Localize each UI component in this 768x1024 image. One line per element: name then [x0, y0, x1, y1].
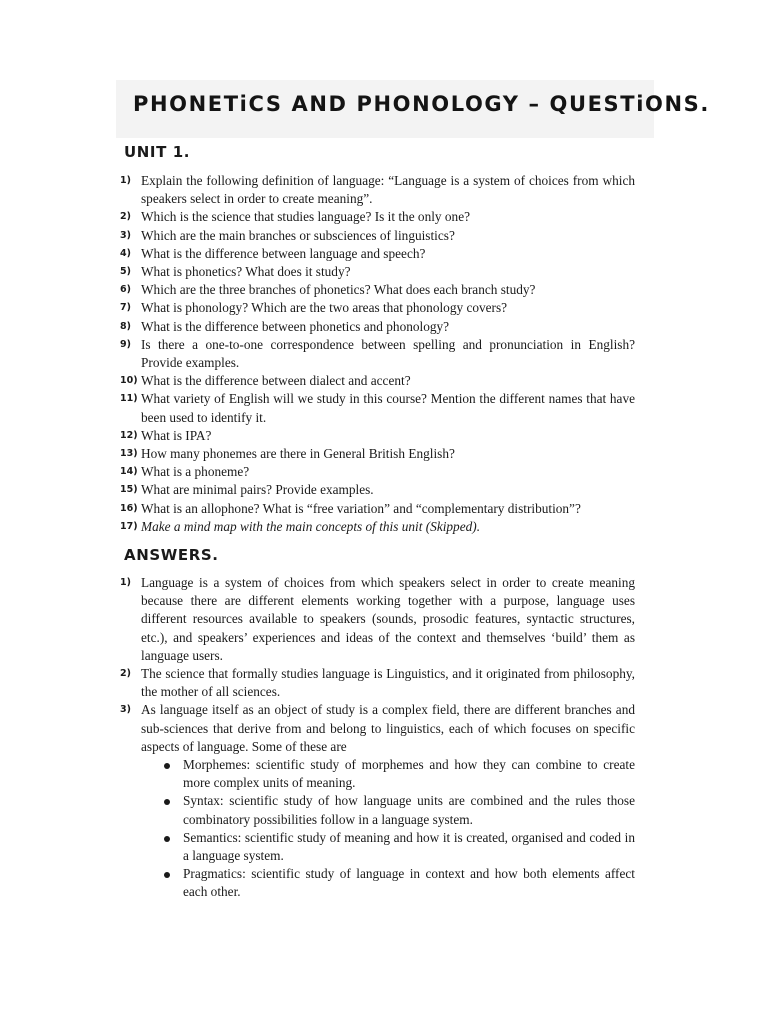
question-item — [120, 227, 635, 245]
question-item — [120, 263, 635, 281]
answer-list — [120, 574, 635, 902]
bullet-dot-icon — [164, 799, 170, 805]
answer-text: As language itself as an object of study is a complex field, there are different branches and sub-sciences that derive from and belong to linguistics, each of which focuses on specific aspects of language. Some of these are — [141, 702, 635, 754]
question-text: Which are the main branches or subsciences of linguistics? — [141, 227, 455, 243]
question-number: 12) — [120, 429, 138, 441]
question-number: 3) — [120, 229, 131, 241]
question-number: 15) — [120, 484, 138, 496]
bullet-text: Pragmatics: scientific study of language in context and how both elements affect each other. — [183, 866, 635, 900]
question-item — [120, 481, 635, 499]
answer-item — [120, 574, 635, 665]
question-item — [120, 208, 635, 226]
question-item — [120, 390, 635, 426]
answer-item — [120, 665, 635, 701]
question-item — [120, 427, 635, 445]
question-number: 17) — [120, 520, 138, 532]
answer-number: 1) — [120, 577, 131, 588]
question-text: What variety of English will we study in this course? Mention the different names that have been used to identify it. — [141, 391, 635, 425]
bullet-item — [141, 756, 635, 792]
question-text: What is the difference between phonetics and phonology? — [141, 318, 450, 334]
question-text: How many phonemes are there in General British English? — [141, 446, 455, 462]
question-number: 1) — [120, 175, 131, 186]
question-number: 14) — [120, 466, 138, 478]
question-text: Explain the following definition of language: “Language is a system of choices from which speakers select in order to create meaning”. — [141, 173, 635, 207]
question-text: What is phonetics? What does it study? — [141, 264, 351, 280]
bullet-text: Syntax: scientific study of how language units are combined and the rules those combinatory possibilities follow in a language system. — [183, 793, 635, 827]
question-text: What is phonology? Which are the two areas that phonology covers? — [141, 300, 508, 316]
bullet-dot-icon — [164, 872, 170, 878]
question-item — [120, 500, 635, 518]
bullet-text: Semantics: scientific study of meaning and how it is created, organised and coded in a language system. — [183, 829, 635, 864]
answer-text: Language is a system of choices from which speakers select in order to create meaning because there are different elements working together with a purpose, language uses different resources available to speakers (sounds, prosodic features, syntactic structures, etc.), and speakers’ experiences and ideas of the context and themselves ‘build’ them as language users. — [141, 575, 635, 663]
question-number: 6) — [120, 284, 131, 296]
question-number: 8) — [120, 320, 131, 332]
answer-number: 2) — [120, 668, 131, 680]
question-item — [120, 372, 635, 390]
question-item — [120, 299, 635, 317]
bullet-dot-icon — [164, 763, 170, 769]
question-text: What is IPA? — [141, 427, 212, 443]
question-number: 13) — [120, 448, 138, 460]
question-text: What are minimal pairs? Provide examples. — [141, 482, 374, 498]
bullet-item — [141, 792, 635, 828]
question-text: What is a phoneme? — [141, 464, 250, 480]
question-item — [120, 463, 635, 481]
answer-number: 3) — [120, 704, 131, 716]
branch-bullet-list — [141, 756, 635, 902]
bullet-item — [141, 865, 635, 901]
question-text: What is the difference between language and speech? — [141, 245, 426, 261]
question-text: Which are the three branches of phonetics? What does each branch study? — [141, 282, 536, 298]
question-number: 7) — [120, 302, 131, 314]
question-number: 2) — [120, 211, 131, 223]
answer-item — [120, 701, 635, 901]
question-item — [120, 336, 635, 372]
bullet-dot-icon — [164, 836, 170, 842]
question-text: What is an allophone? What is “free variation” and “complementary distribution”? — [141, 500, 581, 516]
page-title: PHONETiCS AND PHONOLOGY – QUESTiONS. — [133, 92, 710, 116]
question-item — [120, 245, 635, 263]
bullet-item — [141, 829, 635, 865]
question-number: 16) — [120, 502, 138, 514]
question-item — [120, 318, 635, 336]
answer-text: The science that formally studies language is Linguistics, and it originated from philosophy, the mother of all sciences. — [141, 666, 635, 700]
unit-heading: UNIT 1. — [124, 143, 191, 161]
question-text: Make a mind map with the main concepts of this unit (Skipped). — [141, 518, 481, 534]
question-number: 5) — [120, 266, 131, 278]
question-item — [120, 445, 635, 463]
question-item — [120, 518, 635, 536]
question-list — [120, 172, 635, 536]
question-text: Which is the science that studies language? Is it the only one? — [141, 209, 470, 225]
question-text: What is the difference between dialect and accent? — [141, 373, 411, 389]
question-item — [120, 281, 635, 299]
question-number: 9) — [120, 338, 131, 350]
question-number: 11) — [120, 393, 138, 405]
question-text: Is there a one-to-one correspondence between spelling and pronunciation in English? Provide examples. — [141, 336, 635, 371]
question-number: 4) — [120, 247, 131, 259]
answers-heading: ANSWERS. — [124, 546, 219, 564]
question-item — [120, 172, 635, 208]
question-number: 10) — [120, 375, 138, 387]
bullet-text: Morphemes: scientific study of morphemes and how they can combine to create more complex units of meaning. — [183, 757, 635, 791]
